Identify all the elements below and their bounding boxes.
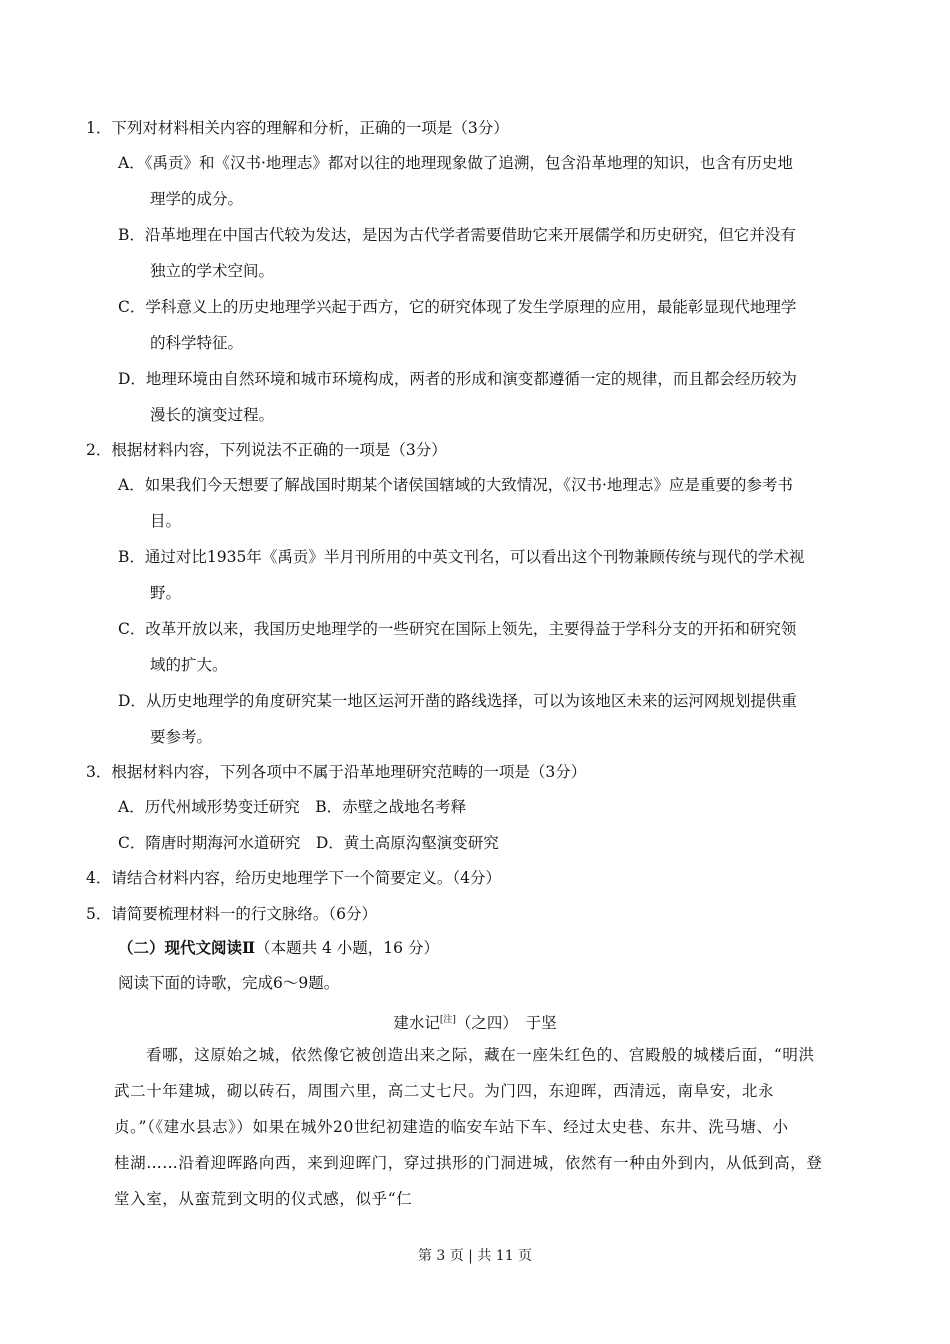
section-heading <box>118 938 439 958</box>
section-instruction: 阅读下面的诗歌，完成6～9题。 <box>118 974 340 992</box>
q1-option-b: B．沿革地理在中国古代较为发达，是因为古代学者需要借助它来开展儒学和历史研究，但它并没有 <box>118 226 796 244</box>
q2-option-c: C．改革开放以来，我国历史地理学的一些研究在国际上领先，主要得益于学科分支的开拓和研究领 <box>118 620 797 638</box>
poem-heading <box>0 1010 950 1033</box>
q1-option-c: C．学科意义上的历史地理学兴起于西方，它的研究体现了发生学原理的应用，最能彰显现代地理学 <box>118 298 797 316</box>
q2-stem: 2．根据材料内容，下列说法不正确的一项是（3分） <box>86 441 447 459</box>
section-note: （本题共 4 小题，16 分） <box>255 939 439 957</box>
q4-stem: 4．请结合材料内容，给历史地理学下一个简要定义。（4分） <box>86 869 501 887</box>
q2-option-a-cont: 目。 <box>150 512 182 530</box>
poem-author-gap <box>510 1014 526 1032</box>
q2-option-c-cont: 域的扩大。 <box>150 656 228 674</box>
q2-option-d-cont: 要参考。 <box>150 728 213 746</box>
poem-title: 建水记 <box>393 1014 440 1032</box>
poem-subtitle: （之四） <box>455 1014 511 1032</box>
poem-note-mark: [注] <box>439 1015 456 1025</box>
q3-options-cd: C．隋唐时期海河水道研究 D．黄土高原沟壑演变研究 <box>118 834 499 852</box>
q3-stem: 3．根据材料内容，下列各项中不属于沿革地理研究范畴的一项是（3分） <box>86 763 587 781</box>
q1-option-d: D．地理环境由自然环境和城市环境构成，两者的形成和演变都遵循一定的规律，而且都会经历较为 <box>118 370 797 388</box>
q1-stem: 1．下列对材料相关内容的理解和分析，正确的一项是（3分） <box>86 119 509 137</box>
q1-option-c-cont: 的科学特征。 <box>150 334 244 352</box>
q1-option-a: A．《禹贡》和《汉书·地理志》都对以往的地理现象做了追溯，包含沿革地理的知识，也含有历史地 <box>118 154 793 172</box>
page-footer: 第 3 页 | 共 11 页 <box>417 1248 533 1264</box>
q2-option-b: B．通过对比1935年《禹贡》半月刊所用的中英文刊名，可以看出这个刊物兼顾传统与现代的学术视 <box>118 548 805 566</box>
poem-author: 于坚 <box>525 1014 557 1032</box>
q2-option-b-cont: 野。 <box>150 584 182 602</box>
q3-options-ab: A．历代州域形势变迁研究 B．赤壁之战地名考释 <box>118 798 467 816</box>
q1-option-b-cont: 独立的学术空间。 <box>150 262 275 280</box>
poem-line-2: 武二十年建城，砌以砖石，周围六里，高二丈七尺。为门四，东迎晖，西清远，南阜安，北永 <box>114 1082 775 1100</box>
q5-stem: 5．请简要梳理材料一的行文脉络。（6分） <box>86 905 377 923</box>
poem-line-3: 贞。”（《建水县志》）如果在城外20世纪初建造的临安车站下车、经过太史巷、东井、洗马塘、小 <box>114 1118 789 1136</box>
section-title: （二）现代文阅读Ⅱ <box>118 938 256 957</box>
q2-option-d: D．从历史地理学的角度研究某一地区运河开凿的路线选择，可以为该地区未来的运河网规划提供重 <box>118 692 797 710</box>
poem-line-5: 堂入室，从蛮荒到文明的仪式感，似乎“仁 <box>114 1190 413 1208</box>
poem-line-1: 看哪，这原始之城，依然像它被创造出来之际，藏在一座朱红色的、宫殿般的城楼后面，“明洪 <box>146 1046 815 1064</box>
poem-line-4: 桂湖……沿着迎晖路向西，来到迎晖门，穿过拱形的门洞进城，依然有一种由外到内，从低到高，登 <box>114 1154 823 1172</box>
q1-option-a-cont: 理学的成分。 <box>150 190 244 208</box>
q1-option-d-cont: 漫长的演变过程。 <box>150 406 275 424</box>
q2-option-a: A．如果我们今天想要了解战国时期某个诸侯国辖域的大致情况，《汉书·地理志》应是重要的参考书 <box>118 476 793 494</box>
